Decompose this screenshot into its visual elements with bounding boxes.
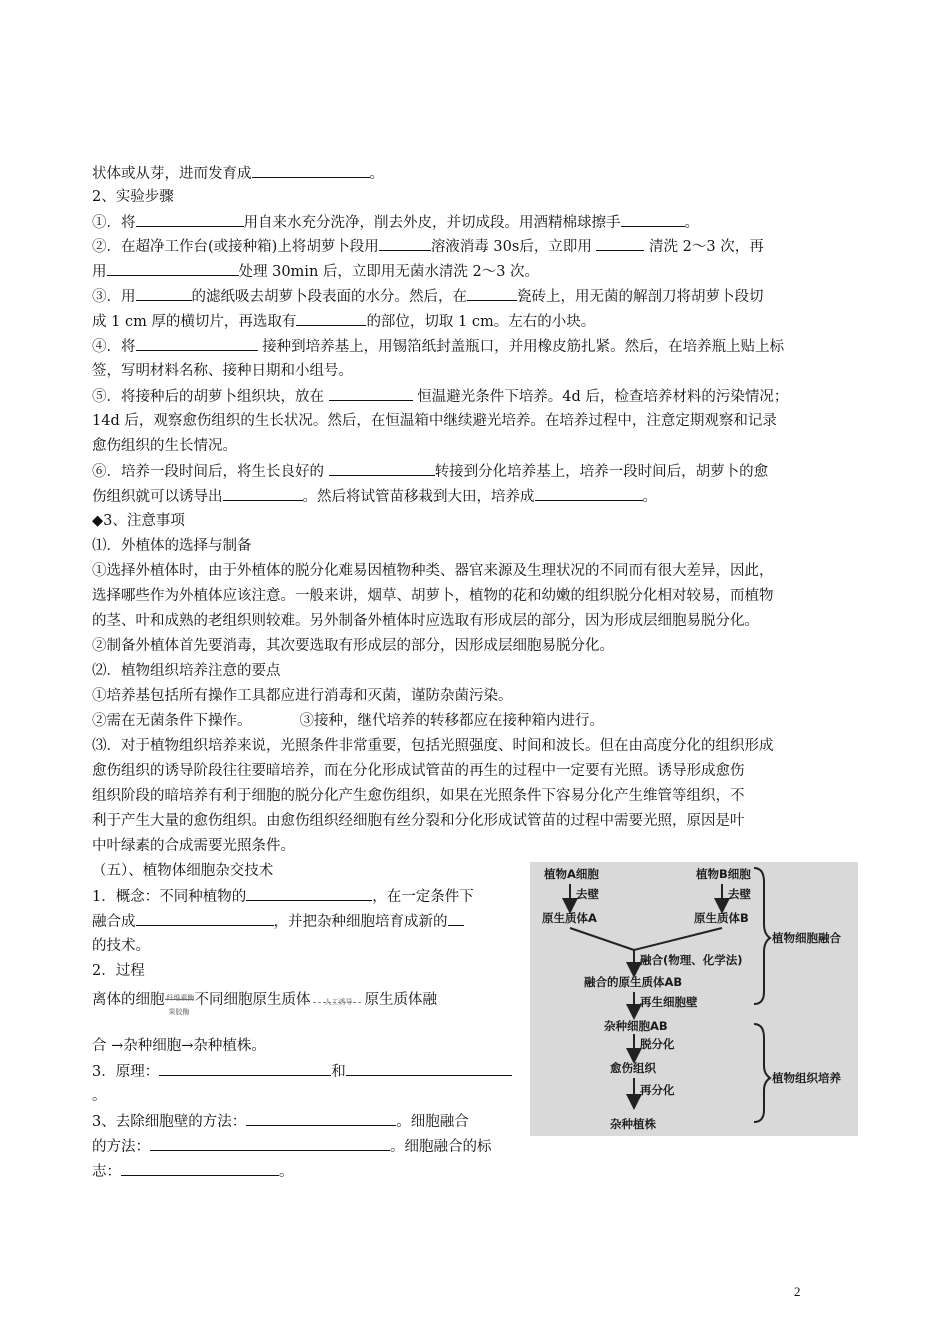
merge-line — [570, 928, 634, 950]
text-line: 签，写明材料名称、接种日期和小组号。 — [92, 363, 353, 379]
answer-blank[interactable] — [448, 911, 464, 926]
protoplast-a-label: 原生质体A — [542, 911, 597, 925]
merge-line — [634, 928, 722, 950]
text-line: 离体的细胞 纤维素酶 果胶酶 不同细胞原生质体 人工诱导 原生质体融 — [92, 992, 437, 1016]
text-line: ②制备外植体首先要消毒，其次要选取有形成层的部分，因形成层细胞易脱分化。 — [92, 638, 614, 654]
text-line: ④．将 接种到培养基上，用锡箔纸封盖瓶口，并用橡皮筋扎紧。然后，在培养瓶上贴上标 — [92, 336, 784, 357]
answer-blank[interactable] — [223, 486, 303, 501]
text-line: 1．概念：不同种植物的 ，在一定条件下 — [92, 886, 474, 907]
section-heading: ◆3、注意事项 — [92, 513, 185, 529]
answer-blank[interactable] — [136, 286, 192, 301]
answer-blank[interactable] — [621, 212, 685, 227]
protoplast-b-label: 原生质体B — [694, 911, 749, 925]
regenerate-wall-label: 再生细胞壁 — [640, 995, 698, 1009]
text-line: 伤组织就可以诱导出 。然后将试管苗移栽到大田，培养成 。 — [92, 486, 657, 507]
answer-blank[interactable] — [136, 336, 258, 351]
fusion-method-label: 融合(物理、化学法) — [640, 953, 743, 967]
text-line: 3、去除细胞壁的方法： 。细胞融合 — [92, 1111, 469, 1132]
answer-blank[interactable] — [535, 486, 643, 501]
answer-blank[interactable] — [136, 911, 274, 926]
text-line: ①培养基包括所有操作工具都应进行消毒和灭菌，谨防杂菌污染。 — [92, 688, 513, 704]
text-line: 2．过程 — [92, 963, 145, 979]
text-line: 。 — [92, 1088, 107, 1104]
callus-label: 愈伤组织 — [610, 1061, 656, 1075]
text-line: 的技术。 — [92, 938, 150, 954]
section-heading: 2、实验步骤 — [92, 189, 174, 205]
hybrid-cell-label: 杂种细胞AB — [604, 1019, 668, 1033]
text-line: 成 1 cm 厚的横切片，再选取有 的部位，切取 1 cm。左右的小块。 — [92, 311, 595, 332]
text-line: 用 处理 30min 后，立即用无菌水清洗 2～3 次。 — [92, 261, 539, 282]
text-line: 选择哪些作为外植体应该注意。一般来讲，烟草、胡萝卜，植物的花和幼嫩的组织脱分化相对较易，而植物 — [92, 588, 774, 604]
text-line: 愈伤组织的诱导阶段往往要暗培养，而在分化形成试管苗的再生的过程中一定要有光照。诱导形成愈伤 — [92, 763, 745, 779]
dedifferentiation-label: 脱分化 — [640, 1037, 675, 1051]
plant-a-cell-label: 植物A细胞 — [544, 867, 599, 881]
remove-wall-b-label: 去壁 — [728, 887, 751, 901]
answer-blank[interactable] — [252, 163, 370, 178]
answer-blank[interactable] — [136, 212, 244, 227]
answer-blank[interactable] — [159, 1061, 331, 1076]
text-line: ②需在无菌条件下操作。 ③接种，继代培养的转移都应在接种箱内进行。 — [92, 713, 604, 729]
text-line: ①．将 用自来水充分洗净，削去外皮，并切成段。用酒精棉球擦手 。 — [92, 212, 699, 233]
hybrid-plant-label: 杂种植株 — [610, 1117, 656, 1131]
answer-blank[interactable] — [329, 386, 413, 401]
answer-blank[interactable] — [379, 236, 431, 251]
redifferentiation-label: 再分化 — [640, 1083, 675, 1097]
text-line: ⑥．培养一段时间后，将生长良好的 转接到分化培养基上，培养一段时间后，胡萝卜的愈 — [92, 461, 768, 482]
text-line: 利于产生大量的愈伤组织。由愈伤组织经细胞有丝分裂和分化形成试管苗的过程中需要光照，原因是叶 — [92, 813, 745, 829]
brace-icon — [754, 1024, 770, 1122]
text-line: 14d 后，观察愈伤组织的生长状况。然后，在恒温箱中继续避光培养。在培养过程中，注意定期观察和记录 — [92, 413, 777, 429]
remove-wall-a-label: 去壁 — [576, 887, 599, 901]
text-line: 合 →杂种细胞→杂种植株。 — [92, 1038, 266, 1054]
text-line: 融合成 ，并把杂种细胞培育成新的 — [92, 911, 464, 932]
text-line: 中叶绿素的合成需要光照条件。 — [92, 838, 295, 854]
answer-blank[interactable] — [150, 1136, 390, 1151]
answer-blank[interactable] — [467, 286, 517, 301]
reaction-arrow: 人工诱导 — [311, 990, 365, 1010]
subheading: ⑵．植物组织培养注意的要点 — [92, 663, 281, 679]
text-line: 组织阶段的暗培养有利于细胞的脱分化产生愈伤组织，如果在光照条件下容易分化产生维管等组织，不 — [92, 788, 745, 804]
answer-blank[interactable] — [329, 461, 435, 476]
answer-blank[interactable] — [107, 261, 239, 276]
subheading: ⑴．外植体的选择与制备 — [92, 538, 252, 554]
page-number: 2 — [794, 1284, 801, 1299]
text-line: 3．原理： 和 — [92, 1061, 512, 1082]
plant-b-cell-label: 植物B细胞 — [696, 867, 751, 881]
text-line: ⑤．将接种后的胡萝卜组织块，放在 恒温避光条件下培养。4d 后，检查培养材料的污染情况； — [92, 386, 788, 407]
answer-blank[interactable] — [246, 886, 372, 901]
tissue-culture-label: 植物组织培养 — [772, 1071, 841, 1085]
brace-icon — [754, 868, 770, 1004]
answer-blank[interactable] — [296, 311, 366, 326]
text-line: 状体或从芽，进而发育成 。 — [92, 163, 384, 184]
cell-fusion-label: 植物细胞融合 — [772, 931, 841, 945]
hybridization-flow-diagram — [530, 862, 858, 1136]
answer-blank[interactable] — [246, 1111, 396, 1126]
fused-protoplast-label: 融合的原生质体AB — [584, 975, 683, 989]
text-line: 的茎、叶和成熟的老组织则较难。另外制备外植体时应选取有形成层的部分，因为形成层细胞易脱分化。 — [92, 613, 759, 629]
answer-blank[interactable] — [121, 1161, 279, 1176]
section-heading: （五）、植物体细胞杂交技术 — [92, 863, 274, 879]
text-line: ⑶．对于植物组织培养来说，光照条件非常重要，包括光照强度、时间和波长。但在由高度分化的组织形成 — [92, 738, 774, 754]
answer-blank[interactable] — [596, 236, 644, 251]
text-line: 愈伤组织的生长情况。 — [92, 438, 237, 454]
text-line: ②．在超净工作台(或接种箱)上将胡萝卜段用 溶液消毒 30s后，立即用 清洗 2～3 次，再 — [92, 236, 764, 257]
text-line: 志： 。 — [92, 1161, 294, 1182]
text-line: ①选择外植体时，由于外植体的脱分化难易因植物种类、器官来源及生理状况的不同而有很大差异，因此， — [92, 563, 774, 579]
reaction-arrow: 纤维素酶 果胶酶 — [166, 994, 195, 1016]
text-line: 的方法： 。细胞融合的标 — [92, 1136, 492, 1157]
answer-blank[interactable] — [346, 1061, 512, 1076]
text-line: ③．用 的滤纸吸去胡萝卜段表面的水分。然后，在 瓷砖上，用无菌的解剖刀将胡萝卜段切 — [92, 286, 764, 307]
